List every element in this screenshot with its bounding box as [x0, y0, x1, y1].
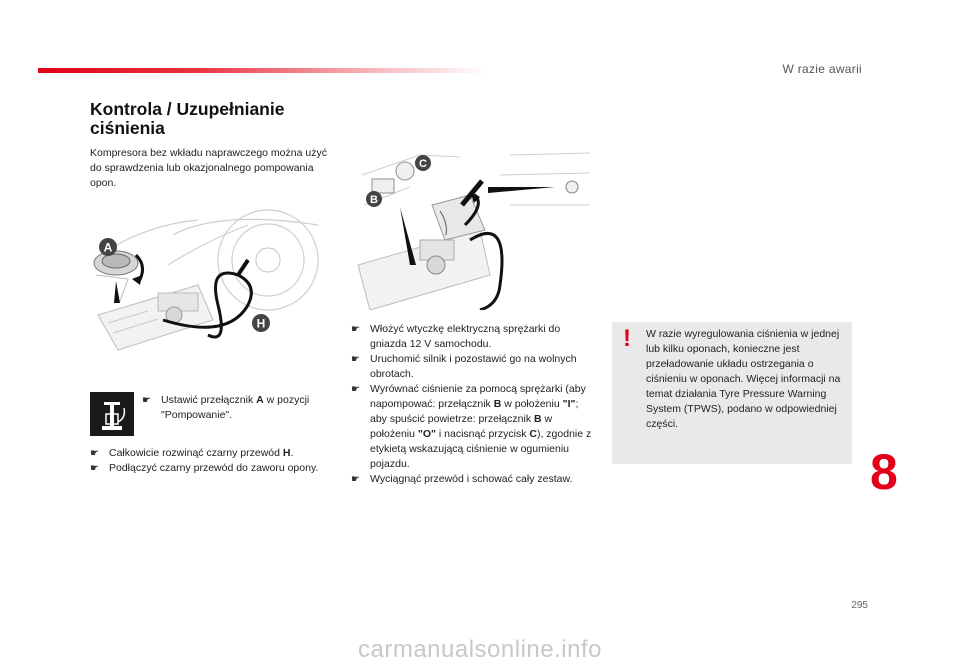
list-item: ☛ Podłączyć czarny przewód do zaworu opony. — [90, 462, 319, 474]
steps-hose — [90, 446, 330, 476]
bullet-arrow-icon: ☛ — [142, 395, 151, 406]
bullet-arrow-icon: ☛ — [90, 463, 99, 474]
switch-a-drawing — [94, 251, 143, 303]
list-item: ☛ Uruchomić silnik i pozostawić go na wolnych obrotach. — [351, 353, 577, 380]
badge-a-label: A — [103, 240, 113, 255]
pump-icon — [90, 392, 134, 436]
compressor-illustration-right — [350, 145, 595, 310]
section-title: W razie awarii — [782, 62, 862, 76]
compressor-body-right — [358, 195, 490, 310]
badge-h-label: H — [256, 316, 266, 331]
badge-a — [99, 238, 117, 256]
badge-c — [415, 155, 431, 171]
list-item: ☛ Wyrównać ciśnienie za pomocą sprężarki (aby napompować: przełącznik B w położeniu "I"; aby spuścić powietrze: przełącznik B w położeniu "O" i nacisnąć przycisk C), zgodnie z etykietą wskazującą ciśnienie w ogumieniu pojazdu. — [351, 383, 592, 470]
watermark: carmanualsonline.info — [358, 636, 602, 663]
header-accent-bar — [38, 68, 488, 73]
list-item: ☛ Włożyć wtyczkę elektryczną sprężarki do gniazda 12 V samochodu. — [351, 323, 561, 350]
bullet-arrow-icon: ☛ — [90, 448, 99, 459]
page-number: 295 — [851, 600, 868, 611]
bullet-arrow-icon: ☛ — [351, 384, 360, 395]
list-item: ☛ Całkowicie rozwinąć czarny przewód H. — [90, 447, 294, 459]
bullet-arrow-icon: ☛ — [351, 354, 360, 365]
badge-c-label: C — [419, 158, 427, 170]
compressor-illustration-left — [88, 205, 338, 370]
steps-switch — [142, 393, 332, 423]
badge-b — [366, 191, 382, 207]
bullet-arrow-icon: ☛ — [351, 474, 360, 485]
list-item: ☛ Wyciągnąć przewód i schować cały zestaw. — [351, 473, 573, 485]
list-item: ☛ Ustawić przełącznik A w pozycji "Pompowanie". — [142, 394, 310, 421]
page-title: Kontrola / Uzupełnianie ciśnienia — [90, 99, 285, 138]
steps-compressor — [351, 322, 596, 487]
chapter-number: 8 — [870, 444, 898, 500]
bullet-arrow-icon: ☛ — [351, 324, 360, 335]
badge-b-label: B — [370, 194, 378, 206]
warning-text: W razie wyregulowania ciśnienia w jednej lub kilku oponach, konieczne jest przeładowanie układu ostrzegania o ciśnieniu w oponach. Więcej informacji na temat działania Tyre Pressure Warning System (TPWS), podano w odpowiedniej części. — [646, 328, 841, 430]
badge-h — [252, 314, 270, 332]
warning-exclamation-icon: ! — [623, 325, 631, 352]
intro-paragraph: Kompresora bez wkładu naprawczego można użyć do sprawdzenia lub okazjonalnego pompowania opon. — [90, 147, 327, 189]
